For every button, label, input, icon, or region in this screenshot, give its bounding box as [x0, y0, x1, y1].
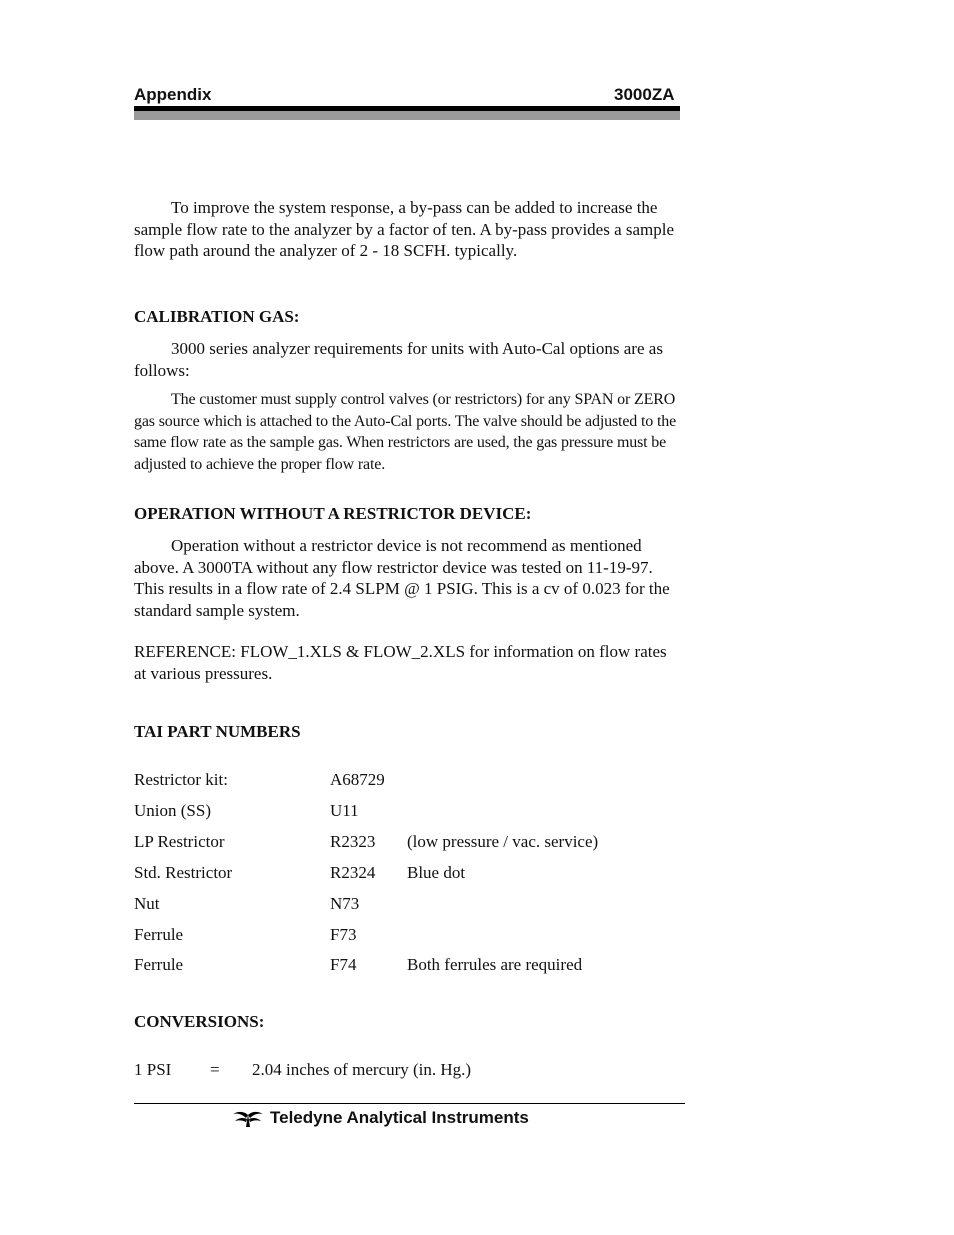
part-name: Nut — [134, 894, 160, 913]
header-model-label: 3000ZA — [614, 85, 675, 104]
calibration-paragraph-2: The customer must supply control valves (or restrictors) for any SPAN or ZERO gas source which is attached to the Auto-Cal ports. The valve should be adjusted to the same flow rate as the sample gas. When restrictors are used, the gas pressure must be adjusted to achieve the proper flow rate. — [134, 391, 677, 473]
operation-heading: OPERATION WITHOUT A RESTRICTOR DEVICE: — [134, 504, 532, 523]
part-note: (low pressure / vac. service) — [407, 832, 599, 851]
conversion-equals: = — [210, 1060, 220, 1079]
part-row — [134, 863, 694, 885]
part-name: Restrictor kit: — [134, 770, 228, 789]
reference-paragraph: REFERENCE: FLOW_1.XLS & FLOW_2.XLS for information on flow rates at various pressures. — [134, 642, 667, 683]
part-name: LP Restrictor — [134, 832, 225, 851]
teledyne-logo-icon — [232, 1110, 264, 1128]
part-name: Union (SS) — [134, 801, 211, 820]
part-name: Ferrule — [134, 955, 184, 974]
part-row — [134, 955, 694, 977]
conversion-value: 2.04 inches of mercury (in. Hg.) — [252, 1060, 472, 1079]
part-row — [134, 770, 694, 792]
part-row — [134, 894, 694, 916]
part-number: U11 — [330, 801, 359, 820]
part-number: R2324 — [330, 863, 376, 882]
part-row — [134, 925, 694, 947]
intro-paragraph: To improve the system response, a by-pass can be added to increase the sample flow rate to the analyzer by a factor of ten. A by-pass provides a sample flow path around the analyzer of 2 - 18 SCFH. typically. — [134, 198, 675, 260]
part-number: R2323 — [330, 832, 376, 851]
part-name: Ferrule — [134, 925, 184, 944]
conversions-heading: CONVERSIONS: — [134, 1012, 265, 1031]
header-rule-grey — [134, 111, 680, 120]
part-numbers-heading: TAI PART NUMBERS — [134, 722, 301, 741]
footer-company-name: Teledyne Analytical Instruments — [270, 1108, 529, 1127]
part-name: Std. Restrictor — [134, 863, 233, 882]
operation-paragraph: Operation without a restrictor device is not recommend as mentioned above. A 3000TA without any flow restrictor device was tested on 11-19-97. This results in a flow rate of 2.4 SLPM @ 1 PSIG. This is a cv of 0.023 for the standard sample system. — [134, 536, 670, 620]
part-row — [134, 801, 694, 823]
part-number: N73 — [330, 894, 360, 913]
part-number: F74 — [330, 955, 357, 974]
header-section-label: Appendix — [134, 85, 212, 104]
conversion-unit: 1 PSI — [134, 1060, 172, 1079]
part-note: Both ferrules are required — [407, 955, 583, 974]
part-number: F73 — [330, 925, 357, 944]
footer-rule — [134, 1103, 685, 1104]
part-note: Blue dot — [407, 863, 466, 882]
conversion-row — [134, 1060, 694, 1082]
part-number: A68729 — [330, 770, 385, 789]
calibration-paragraph-1: 3000 series analyzer requirements for units with Auto-Cal options are as follows: — [134, 339, 663, 380]
calibration-heading: CALIBRATION GAS: — [134, 307, 300, 326]
part-row — [134, 832, 694, 854]
